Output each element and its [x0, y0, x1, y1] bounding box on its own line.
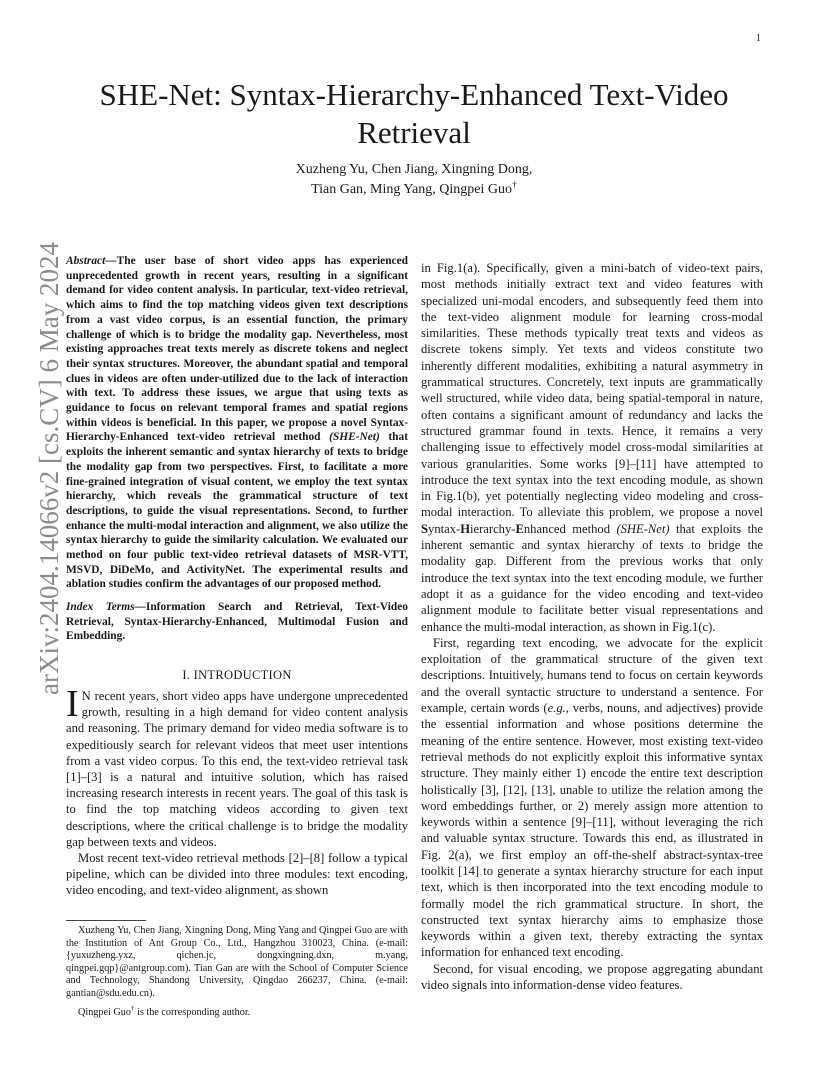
eg-abbrev: e.g.	[547, 701, 566, 716]
name-part-2: ierarchy-	[470, 521, 516, 536]
intro-paragraph-2: Most recent text-video retrieval methods [2]–[8] follow a typical pipeline, which can be divided into three modules: text encoding, video encoding, and text-video alignment, as shown	[66, 851, 408, 898]
index-terms-label: Index Terms	[66, 601, 135, 613]
abstract-text: —The user base of short video apps has experienced unprecedented growth in recent years, resulting in a significant demand for video content analysis. In particular, text-video retrieval, which aims to find the top matching videos given text descriptions from a vast video corpus, is an essential function, the primary challenge of which is to bridge the modality gap. Nevertheless, most existing approaches treat texts merely as discrete tokens and neglect their syntax structures. Moreover, the abundant spatial and temporal clues in videos are often under-utilized due to the lack of interaction with text. To address these issues, we argue that using texts as guidance to focus on relevant temporal frames and spatial regions within videos is beneficial. In this paper, we propose a novel Syntax-Hierarchy-Enhanced text-video retrieval method	[66, 255, 408, 444]
right-paragraph-3: Second, for visual encoding, we propose aggregating abundant video signals into information-dense video features.	[421, 961, 763, 993]
right-p1-text-b: that exploits the inherent semantic and syntax hierarchy of texts to bridge the modality gap. Different from the previous works that only introduce the text syntax into the text encoding module, we further adopt it as a guidance for the video encoding and text-video alignment module to facilitate better visual representations and enhance the multi-modal interaction, as shown in Fig.1(c).	[421, 521, 764, 634]
intro-first-word-rest: N	[81, 689, 91, 703]
abstract-method-name: (SHE-Net)	[329, 431, 380, 444]
name-letter-e: E	[515, 521, 524, 536]
introduction-left-column	[66, 683, 408, 899]
intro-paragraph-1-text: recent years, short video apps have undergone unprecedented growth, resulting in a high demand for video content analysis and reasoning. The primary demand for video media software is to expeditiously search for relevant videos that meet user intentions from a vast video corpus. To this end, the text-video retrieval task [1]–[3] is a natural and intuitive solution, which has raised increasing research interests in recent years. The goal of this task is to find the top matching videos according to given text descriptions, where the critical challenge is to bridge the modality gap between texts and videos.	[66, 689, 408, 849]
footnote-corresponding-text: is the corresponding author.	[134, 1006, 251, 1018]
author-block	[60, 160, 768, 200]
name-part-3: nhanced method	[523, 521, 617, 536]
author-line-1: Xuzheng Yu, Chen Jiang, Xingning Dong,	[295, 162, 533, 177]
author-line-2-text: Tian Gan, Ming Yang, Qingpei Guo	[311, 182, 513, 197]
footnote-corresponding-name: Qingpei Guo	[78, 1006, 131, 1018]
name-letter-s: S	[421, 521, 429, 536]
abstract-label: Abstract	[66, 255, 106, 267]
right-method-name: (SHE-Net)	[616, 521, 670, 536]
paper-title: SHE-Net: Syntax-Hierarchy-Enhanced Text-Video Retrieval	[99, 77, 729, 150]
intro-paragraph-1	[66, 683, 408, 850]
footnote	[66, 925, 408, 1019]
introduction-right-column	[421, 260, 763, 993]
right-p2-text-a: First, regarding text encoding, we advocate for the explicit exploitation of the grammatical structure of the given text descriptions. Intuitively, humans tend to focus on certain keywords and the overall syntactic structure to understand a sentence. For example, certain words (	[421, 635, 763, 716]
author-line-2	[60, 180, 768, 200]
name-part-1: yntax-	[428, 521, 461, 536]
page-number: 1	[756, 33, 761, 44]
footnote-affiliations: Xuzheng Yu, Chen Jiang, Xingning Dong, Ming Yang and Qingpei Guo are with the Institution of Ant Group Co., Ltd., Hangzhou 310023, China. (e-mail: {yuxuzheng.yxz, qichen.jc, dongxingning.dxn, m.yang, qingpei.gqp}@antgroup.com). Tian Gan are with the School of Computer Science and Technology, Shandong University, Qingdao 266237, China. (e-mail: gantian@sdu.edu.cn).	[66, 925, 408, 999]
arxiv-stamp: arXiv:2404.14066v2 [cs.CV] 6 May 2024	[34, 242, 64, 695]
drop-cap: I	[66, 683, 79, 725]
right-paragraph-2	[421, 635, 763, 961]
index-terms-text: —Information Search and Retrieval, Text-Video Retrieval, Syntax-Hierarchy-Enhanced, Multimodal Fusion and Embedding.	[66, 601, 408, 643]
footnote-corresponding	[66, 1004, 408, 1020]
right-p2-text-b: , verbs, nouns, and adjectives) provide the essential information and whose positions determine the meaning of the entire sentence. However, most existing text-video retrieval methods do not explicitly exploit this informative syntax structure. They mainly either 1) encode the entire text description holistically [3], [12], [13], unable to utilize the relation among the word embeddings further, or 2) merely assign more attention to keywords within a sentence [9]–[11], without leveraging the rich and valuable syntax structure. Towards this end, as illustrated in Fig. 2(a), we first employ an off-the-shelf abstract-syntax-tree toolkit [14] to generate a syntax hierarchy structure for each input text, which is then incorporated into the text encoding module to formally model the rich grammatical structure. In short, the constructed text syntax hierarchy aims to emphasize those keywords within a given text, thereby extracting the syntax information for enhanced text encoding.	[421, 701, 763, 960]
abstract	[66, 254, 408, 592]
right-p1-text-a: in Fig.1(a). Specifically, given a mini-batch of video-text pairs, most methods initially extract text and video features with specialized uni-modal encoders, and subsequently feed them into the text-video alignment module for learning cross-modal similarities. These methods typically treat texts and videos as discrete tokens simply. Yet texts and videos constitute two inherently different modalities, exhibiting a natural asymmetry in grammatical structures. Concretely, text inputs are grammatically well structured, while video data, being spatial-temporal in nature, often contains a significant amount of redundancy and lacks the structured grammar found in texts. Hence, it remains a very challenging issue to effectively model cross-modal similarities at various granularities. Some works [9]–[11] have attempted to introduce the text syntax into the text encoding module, as shown in Fig.1(b), yet potentially neglecting video modeling and cross-modal interaction. To alleviate this problem, we propose a novel	[421, 261, 763, 520]
section-heading-introduction: I. INTRODUCTION	[182, 668, 292, 682]
right-paragraph-1	[421, 260, 763, 635]
index-terms	[66, 600, 408, 644]
footnote-rule	[66, 920, 146, 921]
corresponding-dagger: †	[512, 179, 517, 191]
footnote-dagger: †	[130, 1004, 135, 1013]
name-letter-h: H	[460, 521, 470, 536]
abstract-text-2: that exploits the inherent semantic and syntax hierarchy of texts to bridge the modality gap from two perspectives. First, to facilitate a more fine-grained integration of visual content, we employ the text syntax hierarchy, which reveals the grammatical structure of text descriptions, to guide the visual representations. Second, to further enhance the multi-modal interaction and alignment, we also utilize the syntax hierarchy to guide the similarity calculation. We evaluated our method on four public text-video retrieval datasets of MSR-VTT, MSVD, DiDeMo, and ActivityNet. The experimental results and ablation studies confirm the advantages of our proposed method.	[66, 431, 408, 591]
